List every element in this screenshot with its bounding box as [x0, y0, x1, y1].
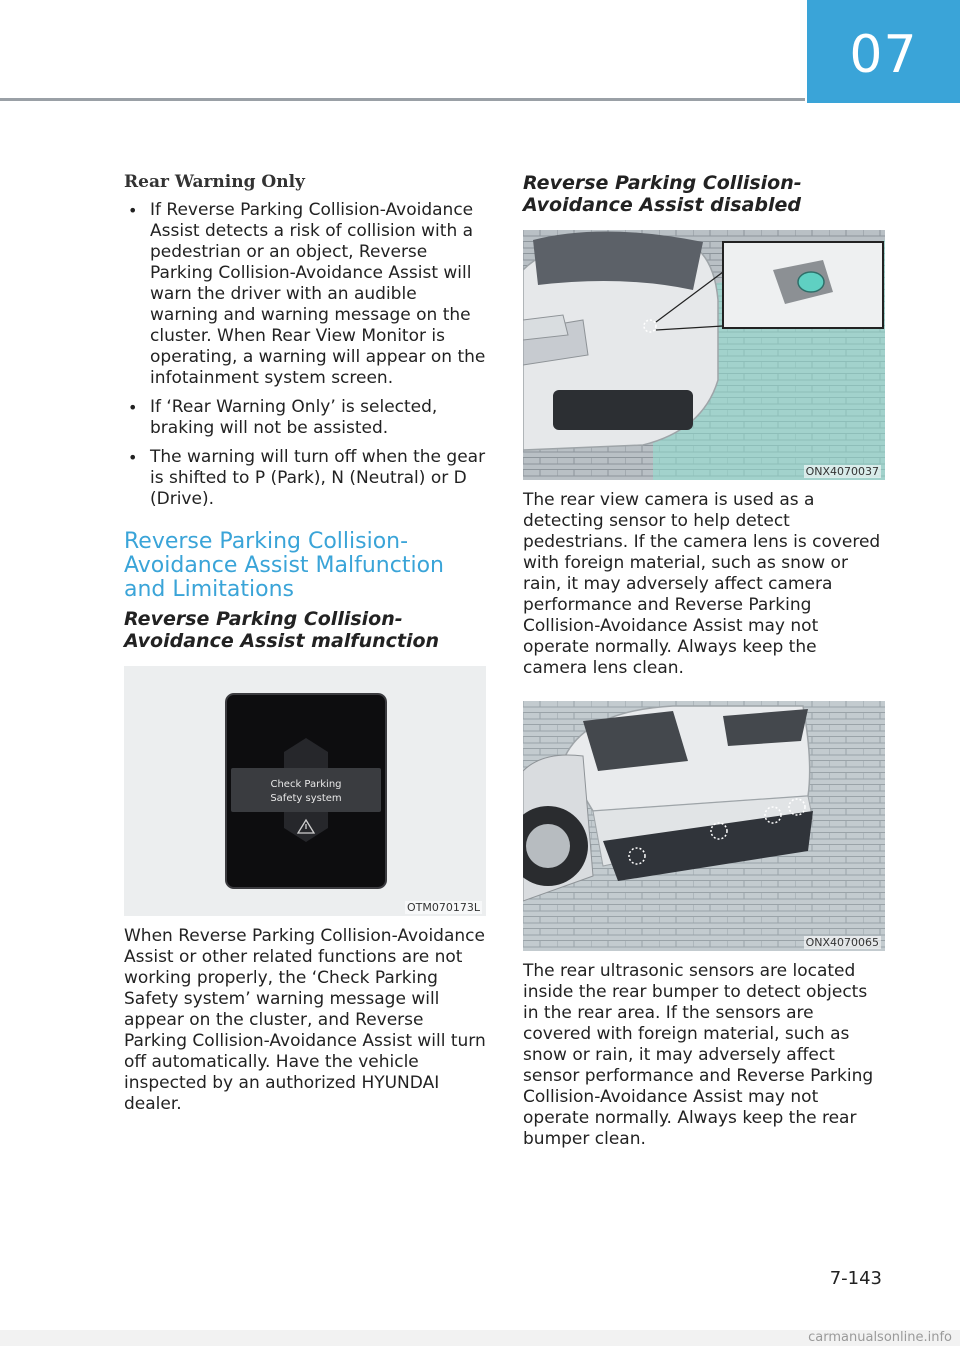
list-item: • If ‘Rear Warning Only’ is selected, braking will not be assisted. [124, 397, 486, 439]
list-item: • The warning will turn off when the gear is shifted to P (Park), N (Neutral) or D (Drive). [124, 447, 486, 510]
watermark-text: carmanualsonline.info [808, 1330, 952, 1345]
page-number: 7-143 [829, 1268, 882, 1289]
figure-code: ONX4070065 [805, 936, 879, 949]
rear-warning-list [124, 200, 486, 510]
cluster-warning-figure [124, 666, 486, 916]
disabled-title: Reverse Parking Collision-Avoidance Assist disabled [523, 172, 802, 216]
malfunction-text: When Reverse Parking Collision-Avoidance Assist or other related functions are not working properly, the ‘Check Parking Safety system’ warning message will appear on the cluster, and Reverse Parking Collision-Avoidance Assist will turn off automatically. Have the vehicle inspected by an authorized HYUNDAI dealer. [124, 926, 486, 1114]
rear-sensor-figure [523, 701, 885, 951]
cluster-illustration [124, 666, 486, 916]
rear-warning-heading: Rear Warning Only [124, 172, 305, 192]
sensor-text: The rear ultrasonic sensors are located inside the rear bumper to detect objects in the rear area. If the sensors are covered with foreign material, such as snow or rain, it may adversely affect sensor performance and Reverse Parking Collision-Avoidance Assist may not operate normally. Always keep the rear bumper clean. [523, 961, 874, 1149]
header-rule [0, 98, 805, 101]
right-column [523, 172, 885, 1150]
figure-code: ONX4070037 [805, 465, 879, 478]
list-item: • If Reverse Parking Collision-Avoidance Assist detects a risk of collision with a pedestrian or an object, Reverse Parking Collision-Avoidance Assist will warn the driver with an audible warning and warning message on the cluster. When Rear View Monitor is operating, a warning will appear on the infotainment system screen. [124, 200, 486, 389]
section-title: Reverse Parking Collision-Avoidance Assist Malfunction and Limitations [124, 529, 444, 602]
rear-sensor-illustration [523, 701, 885, 951]
camera-text: The rear view camera is used as a detecting sensor to help detect pedestrians. If the camera lens is covered with foreign material, such as snow or rain, it may adversely affect camera performance and Reverse Parking Collision-Avoidance Assist may not operate normally. Always keep the camera lens clean. [523, 490, 881, 678]
cluster-message-line2: Safety system [270, 793, 342, 804]
figure-code: OTM070173L [407, 901, 480, 914]
chapter-tab: 07 [807, 0, 960, 103]
malfunction-title: Reverse Parking Collision-Avoidance Assist malfunction [124, 608, 440, 652]
rear-camera-figure [523, 230, 885, 480]
watermark-bar [0, 1330, 960, 1346]
cluster-message-line1: Check Parking [270, 779, 342, 790]
rear-camera-illustration [523, 230, 885, 480]
left-column [124, 172, 486, 1115]
